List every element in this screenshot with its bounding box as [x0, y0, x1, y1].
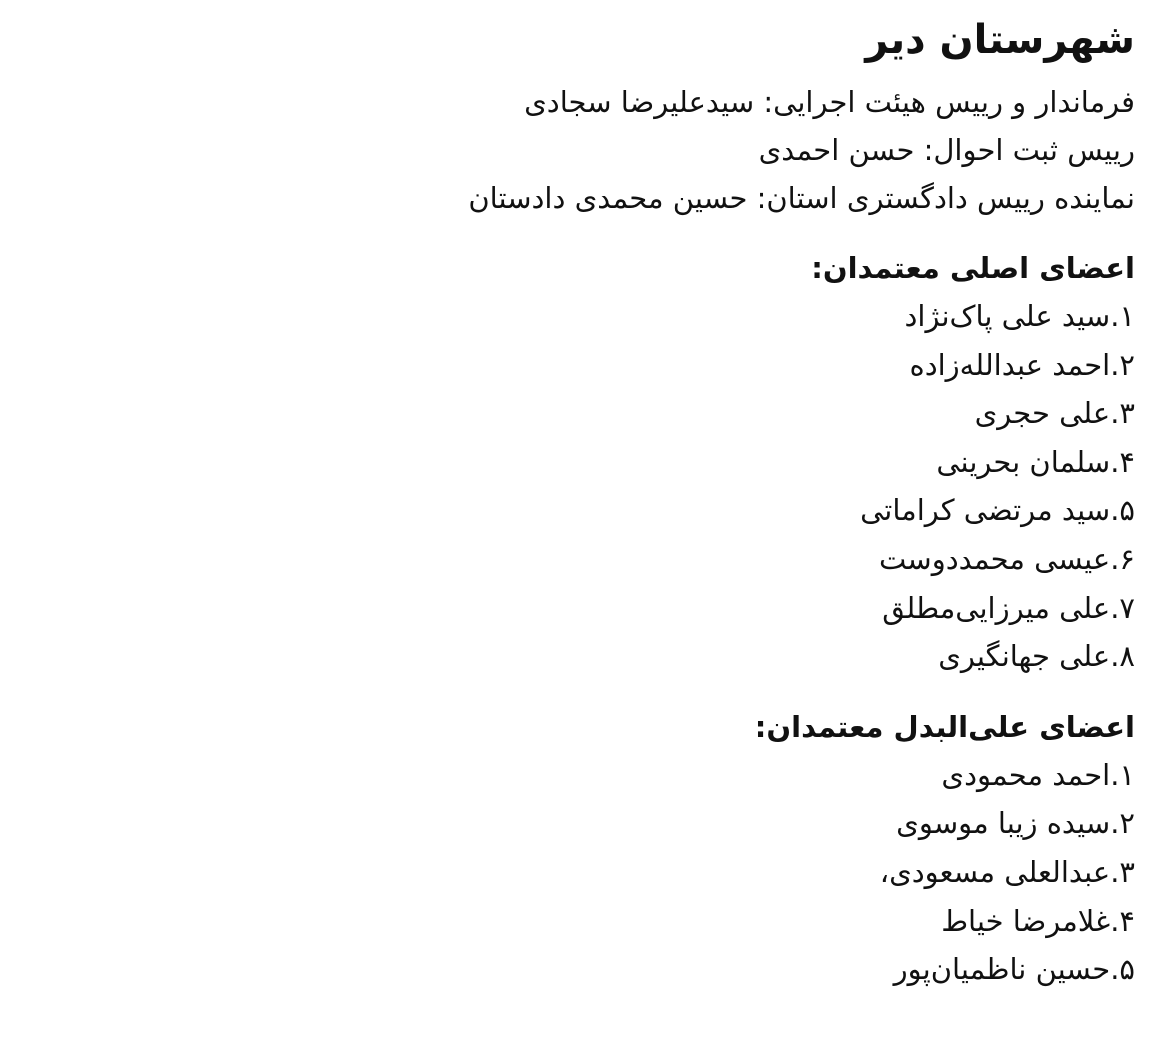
- list-item: ۴.غلامرضا خیاط: [941, 903, 1135, 938]
- list-item: ۸.علی جهانگیری: [938, 639, 1135, 674]
- list-item: ۵.حسین ناظمیان‌پور: [893, 952, 1135, 987]
- official-judiciary-representative: نماینده رییس دادگستری استان: حسین محمدی دادستان: [468, 181, 1135, 215]
- list-item: ۳.عبدالعلی مسعودی،: [879, 854, 1135, 889]
- list-item: ۵.سید مرتضی کراماتی: [860, 493, 1135, 528]
- principal-members-list: [20, 292, 1135, 681]
- list-item: ۶.عیسی محمددوست: [878, 541, 1135, 576]
- list-item: ۴.سلمان بحرینی: [936, 444, 1135, 479]
- principal-members-heading: اعضای اصلی معتمدان:: [811, 251, 1135, 285]
- alternate-members-list: [20, 751, 1135, 994]
- alternate-members-heading: اعضای علی‌البدل معتمدان:: [754, 709, 1135, 744]
- list-item: ۳.علی حجری: [974, 396, 1135, 431]
- list-item: ۲.احمد عبدالله‌زاده: [909, 347, 1135, 382]
- official-governor: فرماندار و رییس هیئت اجرایی: سیدعلیرضا سجادی: [524, 85, 1135, 119]
- list-item: ۲.سیده زیبا موسوی: [896, 806, 1135, 841]
- officials-list: [20, 78, 1135, 222]
- list-item: ۱.سید علی پاک‌نژاد: [904, 299, 1135, 333]
- list-item: ۷.علی میرزایی‌مطلق: [882, 590, 1135, 625]
- list-item: ۱.احمد محمودی: [941, 757, 1135, 792]
- official-civil-registration: رییس ثبت احوال: حسن احمدی: [758, 133, 1135, 167]
- page-title: شهرستان دیر: [865, 17, 1135, 63]
